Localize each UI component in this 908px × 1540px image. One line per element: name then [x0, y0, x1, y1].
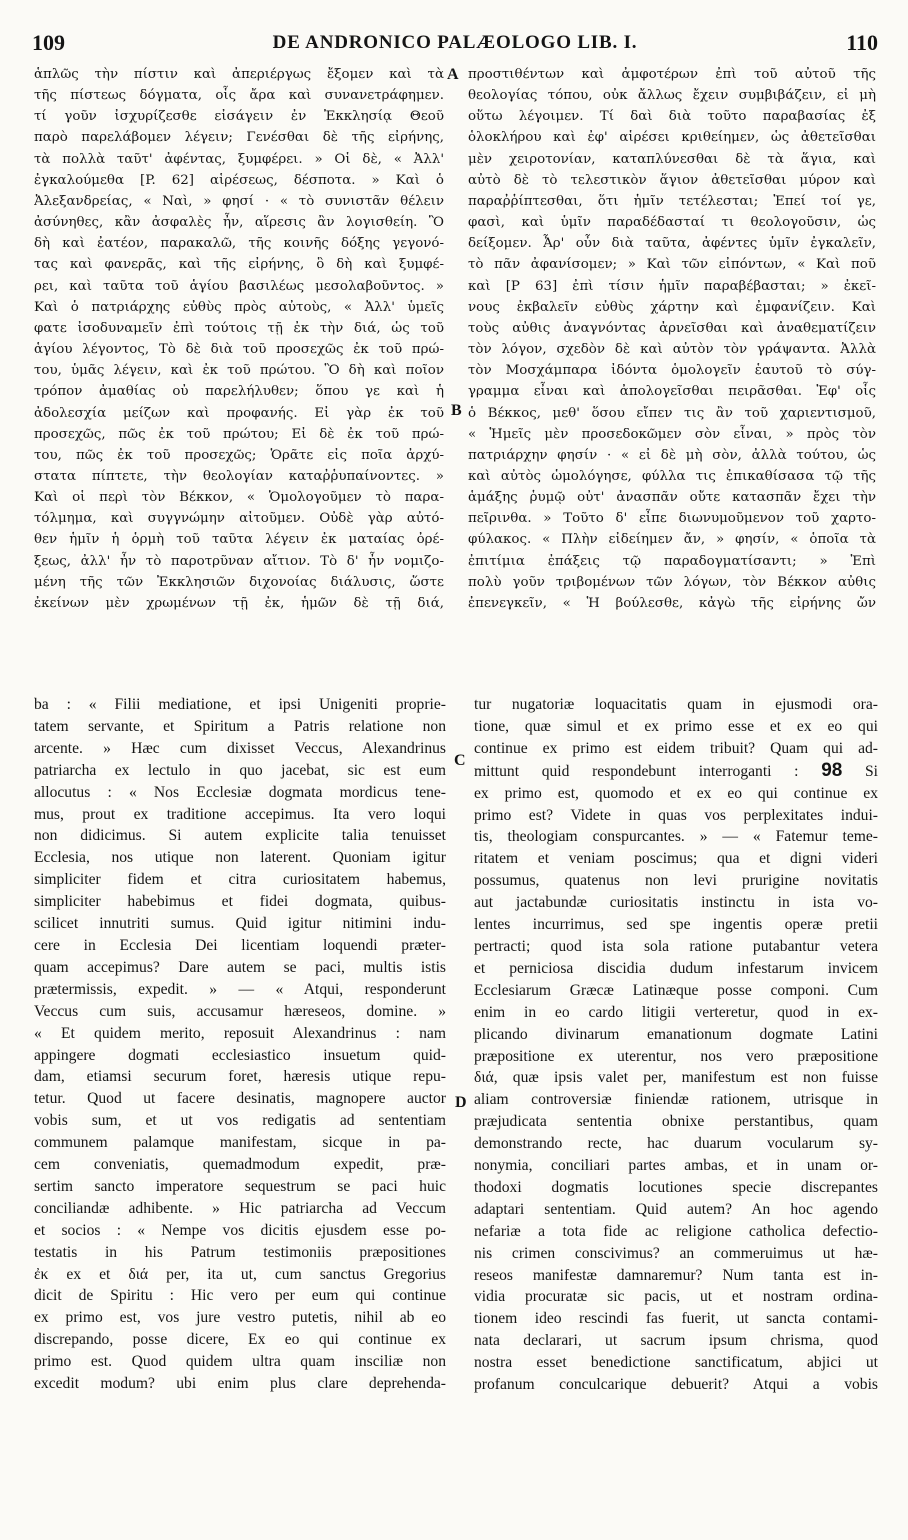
text-line: « Ἡμεῖς μὲν προσεδοκῶμεν σὸν εἶναι, » πρὸς τὸν [468, 426, 876, 442]
text-fragment: Si [865, 762, 878, 780]
text-line: lentes incurrimus, sed spe ingentis operæ pretii [474, 916, 878, 934]
text-line: νους ἐκβαλεῖν εὐθὺς χάρτην καὶ ἐμφανίζειν. Καὶ [468, 299, 876, 315]
text-line: τόλμημα, καὶ συγγνώμην αἰτοῦμεν. Οὐδὲ γὰρ αὐτό- [34, 511, 444, 527]
text-line: reseos manifestæ damnaremur? Num tanta est in- [474, 1266, 878, 1284]
text-line: communem palamque manifestam, sicque in pa- [34, 1134, 446, 1152]
text-line: possumus, quatenus non levi prurigine novitatis [474, 872, 878, 890]
text-line: παραῤῥίπτεσθαι, ὅτι ἡμῖν τετέλεσται; Ἐπεί τοί γε, [468, 193, 876, 209]
text-line: καὶ [P 63] ἐπὶ τίσιν ἡμῖν παραβέβασται; » ἐκεῖ- [468, 278, 876, 294]
text-line: arcente. » Hæc cum dixisset Veccus, Alexandrinus [34, 739, 446, 757]
text-line: τὸ πᾶν ἀφανίσομεν; » Καὶ τῶν εἰπόντων, « Καὶ ποῦ [468, 257, 876, 273]
text-line: et perniciosa discidia dudum infestarum invicem [474, 959, 878, 977]
text-line: quam accepimus? Dare autem se paci, multis istis [34, 958, 446, 976]
text-line: et socios : « Nempe vos dicitis ejusdem esse po- [34, 1221, 446, 1239]
text-line: simpliciter habebimus et fidei dogmata, quibus- [34, 893, 446, 911]
text-line: primo est? Videte in quas vos perplexitates indui- [474, 806, 878, 824]
text-line: δὴ καὶ ἐατέον, παρακαλῶ, τῆς κοινῆς δόξης γεγονό- [34, 236, 444, 252]
text-line: conciliandæ adhibente. » Hic patriarcha ad Veccum [34, 1199, 446, 1217]
text-line [474, 760, 878, 783]
text-line: ὁ Βέκκος, μεθ' ὅσου εἴπεν τις ἂν τοῦ χαριεντισμοῦ, [468, 405, 876, 421]
text-line: non didicimus. Si autem explicite talia tenuisset [34, 827, 446, 845]
text-line: nostra esset benedictione sanctificatum, abjici ut [474, 1354, 878, 1372]
text-line: Καὶ οἱ περὶ τὸν Βέκκον, « Ὁμολογοῦμεν τὸ παρα- [34, 490, 444, 506]
text-line: πεῖρινθα. » Τοῦτο δ' εἶπε διωνυμοῦμενον τοῦ χαρτο- [468, 511, 876, 527]
text-line: prætermissis, expedit. » — « Atqui, responderunt [34, 980, 446, 998]
text-line: τας καὶ φανερᾶς, καὶ τῆς εἰρήνης, ὃ δὴ καὶ ξυμφέ- [34, 257, 444, 273]
text-line: ὁλοκλήρου καὶ ἐφ' αἱρέσει κριθείημεν, ὡς ἀθετεῖσθαι [468, 130, 876, 146]
text-line: testatis in his Patrum testimoniis præpositiones [34, 1243, 446, 1261]
text-line: patriarcha ex lectulo in quo jacebat, sic est eum [34, 761, 446, 779]
text-line: ἁγίου λέγοντος, Τὸ δὲ διὰ τοῦ προσεχῶς ἐκ τοῦ πρώ- [34, 342, 444, 358]
text-line: ba : « Filii mediatione, et ipsi Unigeniti proprie- [34, 696, 446, 713]
text-line: nefariæ a tota fide ac religione catholica defectio- [474, 1222, 878, 1240]
text-line: Ecclesiarum Græcæ Latinæque posse componi. Cum [474, 981, 878, 999]
margin-marker-a: A [447, 66, 459, 83]
text-line: τῆς πίστεως δόγματα, οἷς ἄρα καὶ συνανετράφημεν. [34, 88, 444, 104]
text-line: φύλακος. « Πλὴν εἰδείημεν ἄν, » φησίν, « ὁποῖα τὰ [468, 532, 876, 548]
text-line: tis, theologiam conspurcantes. » — « Fatemur teme- [474, 828, 878, 846]
text-line: tionem ideo rescindi fas fuerit, ut sancta contami- [474, 1310, 878, 1328]
text-line: profanum conculcarique debuerit? Atqui a vobis [474, 1376, 878, 1394]
text-line: plicando divinarum emanationum dogmate Latini [474, 1025, 878, 1043]
text-line: cere in Ecclesia Dei licentiam loquendi præter- [34, 936, 446, 954]
greek-column-right [468, 64, 876, 672]
text-line: θεολογίας τόπου, οὐκ ἄλλως ἔχειν συμβιβάζειν, εἰ μὴ [468, 88, 876, 104]
text-line: ex primo est, quomodo et ex eo qui continue ex [474, 784, 878, 802]
text-line: mus, prout ex traditione accepimus. Ita vero loqui [34, 805, 446, 823]
text-line: tione, quæ simul et ex primo esse et ex eo qui [474, 717, 878, 735]
text-line: τί γοῦν ἰσχυρίζεσθε εἰσάγειν ἐν Ἐκκλησίᾳ Θεοῦ [34, 109, 444, 125]
text-line: Καὶ ὁ πατριάρχης εὐθὺς πρὸς αὐτοὺς, « Ἀλλ' ὑμεῖς [34, 299, 444, 315]
text-line: continue ex primo est eidem tribuit? Quam qui ad- [474, 739, 878, 757]
latin-column-right [474, 694, 878, 1474]
running-header [32, 30, 878, 60]
text-line: allocutus : « Nos Ecclesiæ dogmata mordicus tene- [34, 783, 446, 801]
text-line: ἐγκαλούμεθα [P. 62] αἱρέσεως, δέσποτα. » Καὶ ὁ [34, 172, 444, 188]
text-line: adaptari sententiam. Quid autem? An hoc agendo [474, 1200, 878, 1218]
text-line: scilicet innutriti sumus. Quid igitur nitimini indu- [34, 915, 446, 933]
text-line: nonymia, conciliari partes ambas, et in unam or- [474, 1157, 878, 1175]
text-line: καὶ αὐτὸς ὡμολόγησε, φύλλα τις ἐπικαθίσασα τῷ τῆς [468, 468, 876, 484]
text-line: nata declarari, ut sacrum ipsum chrisma, quod [474, 1332, 878, 1350]
greek-column-left [34, 64, 444, 672]
inline-column-number: 98 [821, 759, 843, 781]
text-line: primo est. Quod quidem ultra quam insciliæ non [34, 1353, 446, 1371]
text-line: pertracti; quod ista sola ratione putabantur vetera [474, 937, 878, 955]
margin-marker-c: C [454, 752, 466, 769]
text-line: simpliciter fidem et citra curiositatem habemus, [34, 871, 446, 889]
text-line: nis crimen conscivimus? an commeruimus ut hæ- [474, 1244, 878, 1262]
text-line: του, πῶς ἐκ τοῦ προσεχῶς; Ὁρᾶτε εἰς ποῖα ἀρχύ- [34, 447, 444, 463]
text-line: tatem servante, et Spiritum a Patris relatione non [34, 717, 446, 735]
text-line: ἐκ ex et διά per, ita ut, cum sanctus Gregorius [34, 1265, 446, 1283]
margin-marker-d: D [455, 1094, 467, 1111]
latin-column-left [34, 694, 446, 1474]
text-line: excedit modum? ubi enim plus clare deprehenda- [34, 1375, 446, 1393]
text-line: Ecclesia, nos utique non laterent. Quoniam igitur [34, 849, 446, 867]
text-line: Veccus cum suis, accusamur hæreseos, domine. » [34, 1002, 446, 1020]
text-line: præjudicata sententia obnixe perstantibus, quam [474, 1113, 878, 1131]
text-line: τὰ πολλὰ ταῦτ' ἀφέντας, ξυμφέρει. » Οἱ δὲ, « Ἀλλ' [34, 151, 444, 167]
text-line: του, ὑμᾶς λέγειν, καὶ ἐκ τοῦ πρώτου. Ὃ δὴ καὶ ποῖον [34, 363, 444, 379]
text-line: dam, etiamsi securum foret, hæresis utique repu- [34, 1068, 446, 1086]
text-line: γραμμα εἶναι καὶ ἀπολογεῖσθαι πειρᾶσθαι. Ἐφ' οἷς [468, 384, 876, 400]
text-line: « Et quidem merito, reposuit Alexandrinus : nam [34, 1024, 446, 1042]
text-fragment: mittunt quid respondebunt interroganti : [474, 762, 799, 780]
text-line: ἀδολεσχία μείζων καὶ προφανής. Εἰ γὰρ ἐκ τοῦ [34, 405, 444, 421]
text-line: aliam controversiæ finiendæ rationem, utrisque in [474, 1091, 878, 1109]
text-line: ἐπιτίμια ἐπάξεις τῷ παραδογματίσαντι; » Ἐπὶ [468, 553, 876, 569]
text-line: τὸν λόγον, σχεδὸν δὲ καὶ αὐτὸν τὸν γράψαντα. Ἀλλὰ [468, 342, 876, 358]
text-line: πολὺ γοῦν τριβομένων τῶν λόγων, τὸν Βέκκον αὐθις [468, 574, 876, 590]
text-line: ἀσύνηθες, κἂν ἀσφαλὲς ἦν, αἵρεσις ἂν λογισθείη. Ὃ [34, 215, 444, 231]
text-line: φατε ἰσοδυναμεῖν ἐπὶ τούτοις τῇ ἐκ τὴν διά, ὡς τοῦ [34, 320, 444, 336]
text-line: προστιθέντων καὶ ἀμφοτέρων ἐπὶ τοῦ αὐτοῦ τῆς [468, 67, 876, 82]
text-line: τὸν Μοσχάμπαρα ἰδόντα ὁμολογεῖν ἑαυτοῦ τὸ σύγ- [468, 363, 876, 379]
text-line: αὐτὸ δὲ τὸ τελεστικὸν ἅγιον ἀθετεῖσθαι μύρον καὶ [468, 172, 876, 188]
text-line: appingere dogmati ecclesiastico insuetum quid- [34, 1046, 446, 1064]
text-line: δείξομεν. Ἆρ' οὖν διὰ ταῦτα, ἀφέντες ὑμῖν ἐγκαλεῖν, [468, 236, 876, 252]
text-line: enim in eo cardo litigii verteretur, quod in ex- [474, 1003, 878, 1021]
text-line: ἐπενεγκεῖν, « Ἡ βούλεσθε, κἀγὼ τῆς εἰρήνης ὤν [468, 595, 876, 611]
running-title: DE ANDRONICO PALÆOLOGO LIB. I. [272, 32, 638, 53]
text-line: tetur. Quod ut facere desinatis, magnopere auctor [34, 1090, 446, 1108]
text-line: διά, quæ ipsis valet per, manifestum est non fuisse [474, 1069, 878, 1087]
text-line: cem conveniatis, quemadmodum expedit, præ- [34, 1156, 446, 1174]
text-line: πατριάρχην φησίν · « εἰ δὲ μὴ σὸν, ἀλλὰ τούτου, ὡς [468, 447, 876, 463]
text-line: φασὶ, καὶ ὑμῖν παραδέδασταί τι θεολογοῦσιν, ὡς [468, 215, 876, 231]
text-line: τρόπον ἀμαθίας οὐ παρελήλυθεν; ὅπου γε καὶ ἡ [34, 384, 444, 400]
text-line: τοὺς αὐθις ἀναγνόντας ἀρνεῖσθαι καὶ ἀναθεματίζειν [468, 320, 876, 336]
margin-marker-b: B [451, 402, 462, 419]
text-line: ἁπλῶς τὴν πίστιν καὶ ἀπεριέργως ἔξομεν καὶ τὰ [34, 67, 444, 82]
text-line: ἁμάξης ῥυμῷ οὐτ' ἀνασπᾶν οὔτε κατασπᾶν ἔχει τὴν [468, 490, 876, 506]
text-line: præpositione ex uterentur, nos vero præpositione [474, 1047, 878, 1065]
text-line: θεν ἡμῖν ἡ ὁρμὴ τοῦ ταῦτα λέγειν ἐκ ματαίας ὀρέ- [34, 532, 444, 548]
text-line: ξεως, ἀλλ' ἦν τὸ παροτρῦναν αἴτιον. Τὸ δ' ἦν νομιζο- [34, 553, 444, 569]
text-line: προσεχῶς, πῶς ἐκ τοῦ πρώτου; Εἰ δὲ ἐκ τοῦ πρώ- [34, 426, 444, 442]
text-line: aut jactabundæ curiositatis instinctu in ista vo- [474, 894, 878, 912]
text-line: οὕτω λέγοιμεν. Τί δαὶ διὰ τοῦτο παραβασίας ἐξ [468, 109, 876, 125]
text-line: στατα πίπτετε, τὴν θεολογίαν καταῤῥυπαίνοντες. » [34, 468, 444, 484]
text-line: παρὸ παρελάβομεν λέγειν; Γενέσθαι δὲ τῆς εἰρήνης, [34, 130, 444, 146]
text-line: μένη τῆς τῶν Ἐκκλησιῶν διχονοίας διάλυσις, ὥστε [34, 574, 444, 590]
text-line: discrepando, posse dicere, Ex eo qui continue ex [34, 1331, 446, 1349]
text-line: ritatem et veniam poscimus; qua et digni videri [474, 850, 878, 868]
text-line: ρει, καὶ ταῦτα τοῦ ἁγίου βασιλέως μεσολαβοῦντος. » [34, 278, 444, 294]
text-line: μὲν χειροτονίαν, καταπλύνεσθαι δὲ τὰ ἅγια, καὶ [468, 151, 876, 167]
page-number-left: 109 [32, 30, 65, 55]
text-line: thodoxi dogmatis locutiones specie discrepantes [474, 1178, 878, 1196]
text-line: dicit de Spiritu : Hic vero per eum qui continue [34, 1287, 446, 1305]
text-line: vidia procuratæ sic pacis, ut et nostram ordina- [474, 1288, 878, 1306]
text-line: Ἀλεξανδρείας, « Ναὶ, » φησί · « τὸ συνιστᾶν θέλειν [34, 193, 444, 209]
page-number-right: 110 [846, 30, 878, 55]
text-line: ex primo est, vos jure vestro putetis, nihil ab eo [34, 1309, 446, 1327]
text-line: ἐκείνων μὲν χρωμένων τῇ ἐκ, ἡμῶν δὲ τῇ διά, [34, 595, 444, 611]
text-line: sertim sancto imperatore sequestrum se paci huic [34, 1177, 446, 1195]
text-line: tur nugatoriæ loquacitatis quam in ejusmodi ora- [474, 696, 878, 713]
text-line: vobis sum, et ut vos redigatis ad sententiam [34, 1112, 446, 1130]
text-line: demonstrando recte, hac duarum vocularum sy- [474, 1135, 878, 1153]
